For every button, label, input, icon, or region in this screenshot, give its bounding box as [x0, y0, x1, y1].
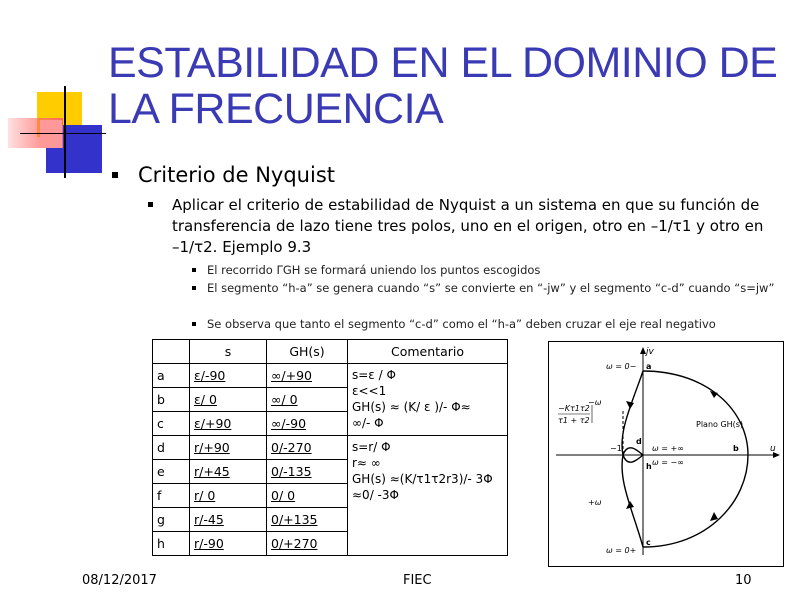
row-label: a [153, 364, 190, 388]
deco-horizontal-line [20, 133, 106, 134]
comment-cell [348, 436, 508, 556]
gh-value: 0/+135 [267, 508, 348, 532]
comment-line: s=r/ Φ [352, 440, 391, 454]
table-header: s [190, 340, 267, 364]
bullet-marker [192, 286, 196, 290]
comment-line: r≈ ∞ [352, 456, 381, 470]
gh-value: 0/+270 [267, 532, 348, 556]
s-value: r/-90 [190, 532, 267, 556]
bullet-text: Criterio de Nyquist [138, 163, 335, 187]
s-value: r/+90 [190, 436, 267, 460]
table-row [153, 436, 508, 460]
table-header: GH(s) [267, 340, 348, 364]
row-label: h [153, 532, 190, 556]
jv-axis-label: jv [646, 347, 654, 357]
point-d-label: d [636, 437, 642, 446]
comment-line: s=ε / Φ [352, 368, 396, 382]
footer-page-number: 10 [735, 573, 752, 588]
table-header [153, 340, 190, 364]
deco-vertical-line [64, 86, 66, 178]
table-row [153, 364, 508, 388]
gh-value: 0/-135 [267, 460, 348, 484]
table-header: Comentario [348, 340, 508, 364]
omega-inf-pos-label: ω = +∞ [652, 444, 684, 453]
gh-value: 0/ 0 [267, 484, 348, 508]
deco-pink-square [40, 120, 62, 148]
point-h-label: h [646, 462, 652, 471]
footer-center: FIEC [403, 573, 432, 588]
comment-line: ∞/- Φ [352, 416, 384, 430]
comment-line: ≈0/ -3Φ [352, 488, 399, 502]
slide-title: ESTABILIDAD EN EL DOMINIO DE LA FRECUENCIA [108, 39, 778, 133]
point-c-label: c [646, 538, 651, 547]
crossing-label-numerator: −Kτ1τ2 [558, 404, 590, 413]
gh-value: ∞/-90 [267, 412, 348, 436]
nyquist-table [152, 339, 508, 556]
omega-zero-plus-label: ω = 0+ [606, 546, 637, 555]
nyquist-plot-figure [548, 341, 784, 567]
comment-line: GH(s) ≈(K/τ1τ2r3)/- 3Φ [352, 472, 493, 486]
row-label: d [153, 436, 190, 460]
gh-value: ∞/ 0 [267, 388, 348, 412]
gh-value: 0/-270 [267, 436, 348, 460]
footer-date: 08/12/2017 [82, 573, 157, 588]
comment-cell [348, 364, 508, 436]
s-value: ε/-90 [190, 364, 267, 388]
row-label: e [153, 460, 190, 484]
s-value: ε/+90 [190, 412, 267, 436]
bullet-marker [112, 172, 118, 178]
s-value: r/-45 [190, 508, 267, 532]
gh-value: ∞/+90 [267, 364, 348, 388]
omega-zero-minus-label: ω = 0− [606, 362, 637, 371]
omega-plus-label: +ω [588, 498, 602, 507]
bullet-text: El recorrido ΓGH se formará uniendo los puntos escogidos [207, 263, 541, 277]
bullet-text: Aplicar el criterio de estabilidad de Nyquist a un sistema en que su función de transferencia de lazo tiene tres polos, uno en el origen, otro en –1/τ1 y otro en –1/τ2. Ejemplo 9.3 [172, 196, 764, 256]
point-b-label: b [733, 444, 739, 453]
plane-label: Plano GH(s) [696, 420, 744, 429]
row-label: c [153, 412, 190, 436]
bullet-marker [192, 322, 196, 326]
comment-line: GH(s) ≈ (K/ ε )/- Φ≈ [352, 400, 471, 414]
crossing-label-denominator: τ1 + τ2 [558, 416, 590, 425]
s-value: ε/ 0 [190, 388, 267, 412]
table-header-row [153, 340, 508, 364]
row-label: f [153, 484, 190, 508]
omega-minus-label: −ω [588, 398, 602, 407]
bullet-text: El segmento “h-a” se genera cuando “s” se convierte en “-jw” y el segmento “c-d” cuando “s=jw” [207, 281, 775, 295]
row-label: g [153, 508, 190, 532]
bullet-marker [192, 268, 196, 272]
minus-one-label: −1 [610, 444, 622, 453]
bullet-text: Se observa que tanto el segmento “c-d” como el “h-a” deben cruzar el eje real negativo [207, 317, 716, 331]
omega-inf-neg-label: ω = −∞ [652, 458, 684, 467]
comment-line: ε<<1 [352, 384, 387, 398]
point-a-label: a [646, 362, 652, 371]
u-axis-label: u [770, 444, 776, 454]
s-value: r/ 0 [190, 484, 267, 508]
bullet-marker [148, 202, 153, 207]
row-label: b [153, 388, 190, 412]
s-value: r/+45 [190, 460, 267, 484]
